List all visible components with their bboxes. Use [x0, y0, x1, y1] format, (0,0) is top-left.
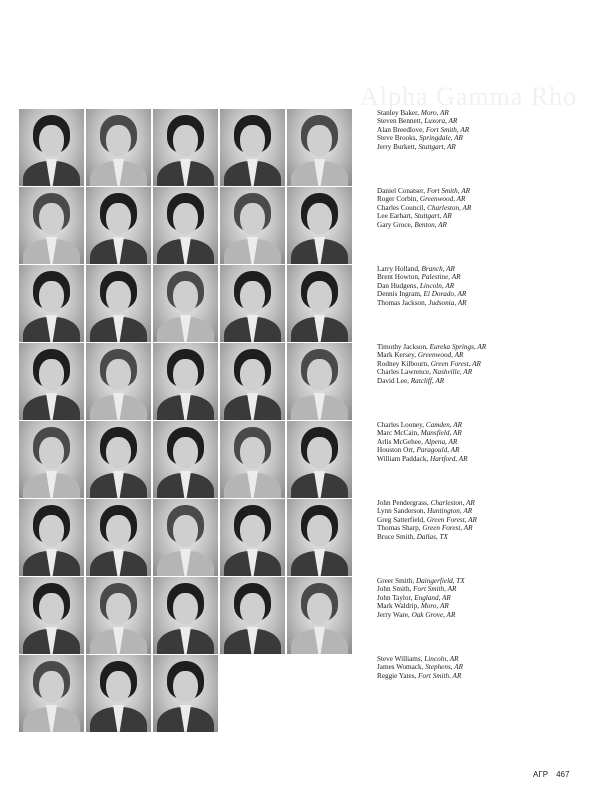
portrait-photo — [19, 499, 84, 576]
member-name: William Paddack, — [377, 454, 429, 463]
caption-line — [377, 299, 467, 307]
portrait-photo — [287, 577, 352, 654]
portrait-photo — [153, 655, 218, 732]
member-name: Arlis McGehee, — [377, 437, 423, 446]
member-name: Reggie Yates, — [377, 671, 417, 680]
member-name: Jerry Ware, — [377, 610, 410, 619]
caption-line — [377, 655, 463, 663]
member-hometown: Branch, AR — [421, 265, 455, 273]
portrait-photo — [220, 265, 285, 342]
member-hometown: El Dorado, AR — [423, 290, 467, 299]
portrait-photo — [287, 187, 352, 264]
portrait-photo — [86, 187, 151, 264]
caption-line — [377, 126, 469, 134]
member-hometown: Fort Smith, AR — [418, 671, 462, 680]
member-name: Alan Breedlove, — [377, 125, 425, 134]
caption-line — [377, 524, 477, 532]
portrait-photo — [19, 265, 84, 342]
member-name: Brent Howton, — [377, 273, 420, 282]
member-hometown: Charleston, AR — [427, 203, 472, 212]
member-hometown: Paragould, AR — [416, 446, 460, 455]
caption-block — [377, 421, 468, 463]
member-name: Daniel Conatser, — [377, 187, 426, 195]
portrait-photo — [220, 343, 285, 420]
caption-line — [377, 455, 468, 463]
portrait-photo — [86, 109, 151, 186]
member-name: Mark Kersey, — [377, 351, 417, 360]
member-name: Lynn Sanderson, — [377, 507, 426, 516]
portrait-photo — [86, 655, 151, 732]
caption-block — [377, 187, 471, 229]
caption-line — [377, 117, 469, 125]
caption-line — [377, 421, 468, 429]
member-name: Mark Waldrip, — [377, 602, 420, 611]
page-number: 467 — [556, 770, 570, 779]
portrait-row — [19, 499, 354, 576]
portrait-photo — [153, 499, 218, 576]
portrait-photo — [220, 187, 285, 264]
caption-line — [377, 438, 468, 446]
ghost-title: Alpha Gamma Rho — [360, 82, 578, 111]
caption-line — [377, 446, 468, 454]
member-name: David Lee, — [377, 376, 409, 385]
member-hometown: Benton, AR — [414, 220, 447, 229]
member-hometown: Stuttgart, AR — [418, 142, 456, 151]
member-hometown: Dallas, TX — [416, 532, 448, 541]
member-hometown: Lincoln, AR — [419, 281, 455, 290]
member-name: Larry Holland, — [377, 265, 420, 273]
caption-line — [377, 594, 465, 602]
portrait-photo — [19, 109, 84, 186]
portrait-photo — [19, 421, 84, 498]
caption-line — [377, 602, 465, 610]
member-name: Gary Groce, — [377, 220, 413, 229]
caption-line — [377, 377, 486, 385]
member-name: Charles Lawrence, — [377, 368, 431, 377]
caption-line — [377, 429, 468, 437]
member-name: James Womack, — [377, 663, 424, 672]
portrait-row — [19, 187, 354, 264]
member-name: Bruce Smith, — [377, 532, 415, 541]
portrait-row — [19, 343, 354, 420]
member-hometown: Ratcliff, AR — [410, 376, 445, 385]
portrait-photo — [220, 499, 285, 576]
caption-line — [377, 212, 471, 220]
member-hometown: Mansfield, AR — [420, 429, 462, 438]
portrait-photo — [19, 577, 84, 654]
member-hometown: Stephens, AR — [425, 663, 463, 672]
member-name: Greg Satterfield, — [377, 515, 425, 524]
member-hometown: Greenwood, AR — [419, 195, 466, 204]
portrait-photo — [19, 187, 84, 264]
member-hometown: Palestine, AR — [421, 273, 461, 282]
section-letters: ΑΓΡ — [533, 770, 549, 779]
portrait-photo — [153, 109, 218, 186]
member-hometown: Green Forest, AR — [430, 359, 481, 368]
portrait-photo — [287, 421, 352, 498]
caption-line — [377, 187, 471, 195]
member-name: Roger Corbin, — [377, 195, 419, 204]
caption-block — [377, 343, 486, 385]
member-hometown: Daingerfield, TX — [415, 577, 465, 585]
member-name: Steven Bennett, — [377, 117, 423, 126]
portrait-photo — [86, 343, 151, 420]
portrait-photo — [86, 421, 151, 498]
member-hometown: Fort Smith, AR — [425, 125, 470, 134]
member-hometown: Luxora, AR — [424, 117, 458, 126]
portrait-photo — [86, 577, 151, 654]
caption-line — [377, 672, 463, 680]
caption-line — [377, 368, 486, 376]
portrait-photo — [19, 343, 84, 420]
member-name: Thomas Sharp, — [377, 524, 421, 533]
caption-line — [377, 611, 465, 619]
member-hometown: Springdale, AR — [419, 134, 463, 143]
portrait-row — [19, 109, 354, 186]
member-hometown: Fort Smith, AR — [426, 187, 471, 195]
caption-line — [377, 577, 465, 585]
caption-line — [377, 343, 486, 351]
caption-line — [377, 204, 471, 212]
member-hometown: Eureka Springs, AR — [429, 343, 487, 351]
caption-line — [377, 273, 467, 281]
member-hometown: Camden, AR — [425, 421, 463, 429]
caption-line — [377, 663, 463, 671]
member-hometown: Fort Smith, AR — [413, 585, 457, 594]
portrait-photo — [287, 109, 352, 186]
member-name: Stanley Baker, — [377, 109, 420, 117]
portrait-row — [19, 265, 354, 342]
caption-line — [377, 134, 469, 142]
caption-block — [377, 499, 477, 541]
caption-line — [377, 499, 477, 507]
caption-line — [377, 507, 477, 515]
member-name: Timothy Jackson, — [377, 343, 428, 351]
caption-line — [377, 533, 477, 541]
caption-line — [377, 290, 467, 298]
portrait-photo — [153, 421, 218, 498]
portrait-photo — [287, 343, 352, 420]
member-name: Houston Orr, — [377, 446, 415, 455]
member-hometown: Moro, AR — [420, 109, 449, 117]
portrait-photo — [153, 343, 218, 420]
portrait-photo — [220, 421, 285, 498]
member-hometown: Hartford, AR — [430, 454, 468, 463]
caption-line — [377, 585, 465, 593]
portrait-photo — [153, 577, 218, 654]
member-name: Steve Brooks, — [377, 134, 418, 143]
member-hometown: Charleston, AR — [430, 499, 475, 507]
member-hometown: Nashville, AR — [432, 368, 473, 377]
portrait-photo — [287, 499, 352, 576]
caption-line — [377, 221, 471, 229]
caption-block — [377, 655, 463, 680]
member-name: Rodney Kilbourn, — [377, 359, 429, 368]
portrait-row — [19, 577, 354, 654]
member-hometown: Stuttgart, AR — [414, 212, 452, 221]
member-hometown: Moro, AR — [420, 602, 449, 611]
caption-line — [377, 516, 477, 524]
page-folio — [533, 770, 569, 779]
portrait-photo — [153, 265, 218, 342]
portrait-photo — [19, 655, 84, 732]
member-name: Jerry Burkett, — [377, 142, 417, 151]
portrait-photo — [153, 187, 218, 264]
member-name: Greer Smith, — [377, 577, 415, 585]
member-name: Dennis Ingram, — [377, 290, 422, 299]
member-hometown: Greenwood, AR — [417, 351, 464, 360]
caption-line — [377, 351, 486, 359]
member-hometown: Lincoln, AR — [424, 655, 459, 663]
portrait-row — [19, 655, 354, 732]
portrait-row — [19, 421, 354, 498]
portrait-photo — [86, 499, 151, 576]
member-name: John Taylor, — [377, 593, 413, 602]
member-hometown: England, AR — [414, 593, 451, 602]
portrait-photo — [287, 265, 352, 342]
member-name: Thomas Jackson, — [377, 298, 427, 307]
member-name: Lee Earhart, — [377, 212, 413, 221]
caption-block — [377, 265, 467, 307]
portrait-grid — [19, 109, 354, 733]
member-hometown: Green Forest, AR — [426, 515, 477, 524]
member-hometown: Huntington, AR — [427, 507, 473, 516]
member-name: Marc McCain, — [377, 429, 419, 438]
member-name: Charles Looney, — [377, 421, 425, 429]
member-hometown: Judsonia, AR — [428, 298, 467, 307]
member-hometown: Alpena, AR — [424, 437, 458, 446]
portrait-photo — [86, 265, 151, 342]
member-name: Dan Hudgens, — [377, 281, 419, 290]
caption-line — [377, 265, 467, 273]
member-name: Steve Williams, — [377, 655, 423, 663]
caption-line — [377, 282, 467, 290]
caption-line — [377, 143, 469, 151]
member-hometown: Oak Grove, AR — [411, 610, 456, 619]
caption-line — [377, 109, 469, 117]
portrait-photo — [220, 109, 285, 186]
member-name: John Pendergrass, — [377, 499, 429, 507]
member-name: Charles Council, — [377, 203, 426, 212]
member-hometown: Green Forest, AR — [422, 524, 473, 533]
caption-block — [377, 109, 469, 151]
portrait-photo — [220, 577, 285, 654]
caption-block — [377, 577, 465, 619]
caption-line — [377, 360, 486, 368]
member-name: John Smith, — [377, 585, 412, 594]
caption-line — [377, 195, 471, 203]
